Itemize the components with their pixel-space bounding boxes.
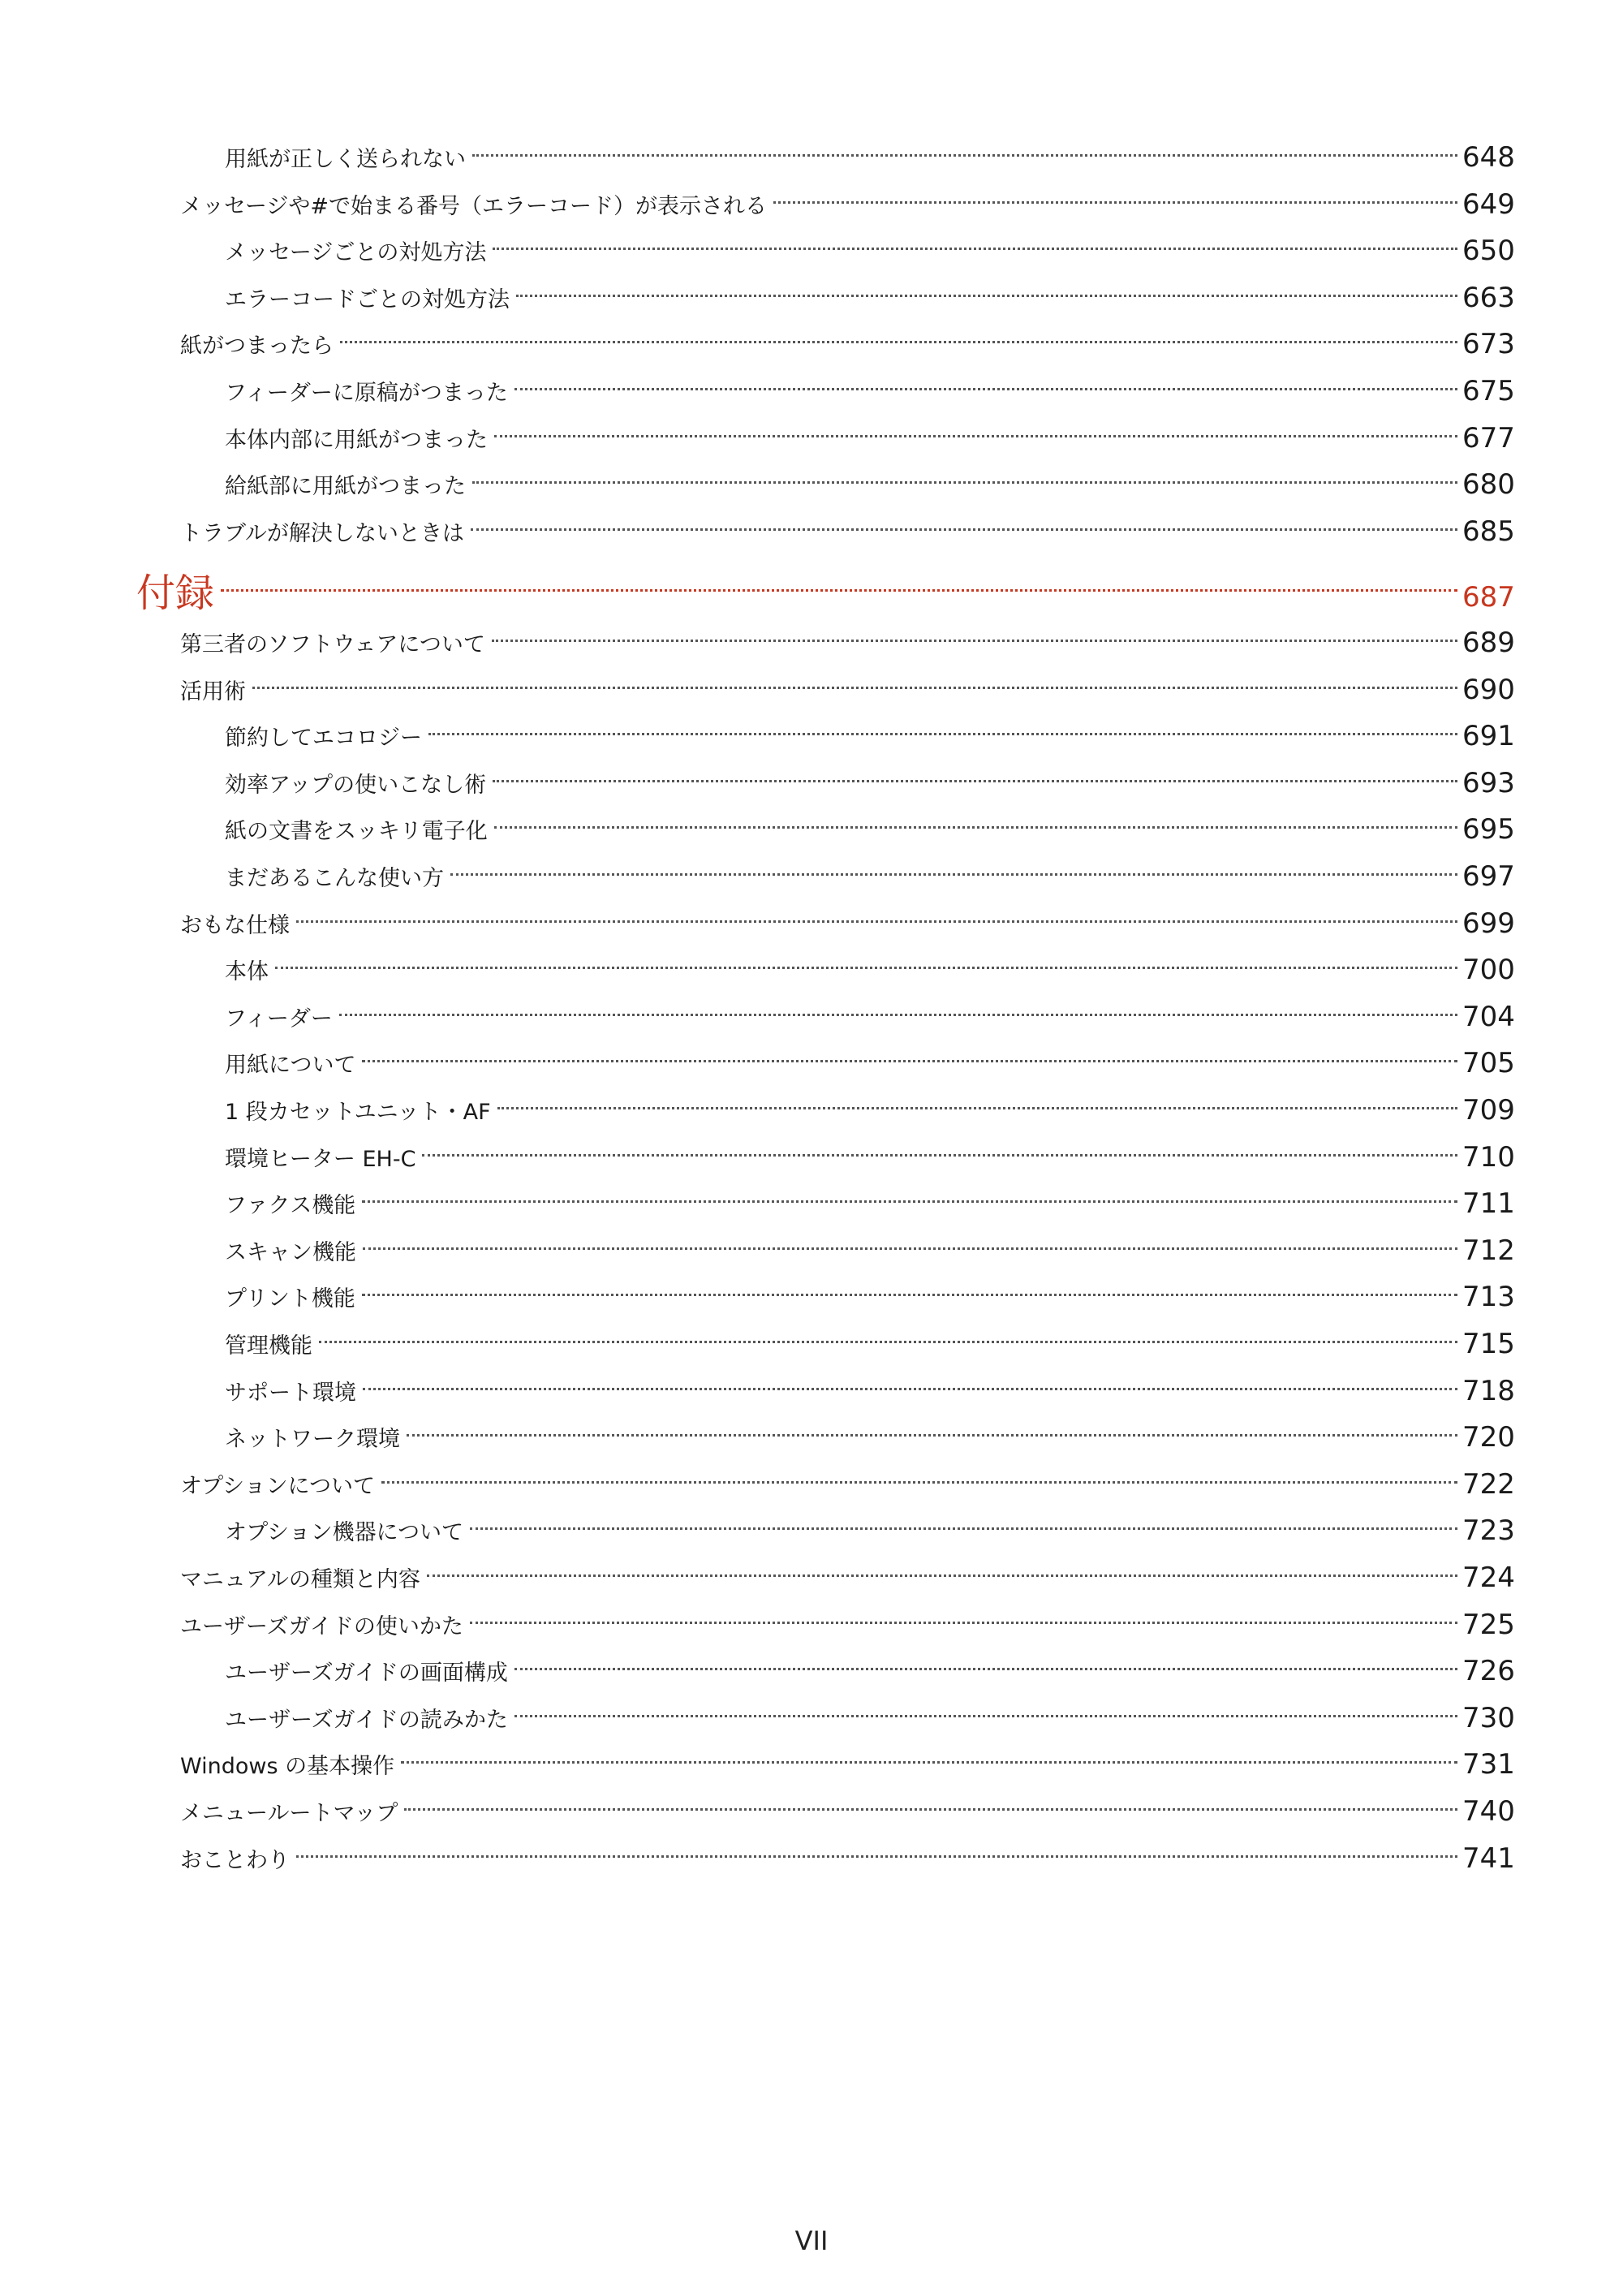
toc-entry-page: 680 bbox=[1462, 468, 1515, 502]
dot-leader bbox=[275, 938, 1457, 979]
toc-entry[interactable] bbox=[225, 1079, 1515, 1126]
toc-entry-page: 687 bbox=[1462, 581, 1515, 614]
toc-entry[interactable] bbox=[180, 1827, 1515, 1875]
toc-entry[interactable] bbox=[225, 704, 1515, 753]
toc-entry-page: 712 bbox=[1462, 1234, 1515, 1267]
dot-leader bbox=[450, 845, 1457, 885]
toc-entry[interactable] bbox=[180, 1733, 1515, 1781]
toc-entry-page: 715 bbox=[1462, 1328, 1515, 1360]
toc-entry-page: 722 bbox=[1462, 1467, 1515, 1501]
toc-entry-title: オプション機器について bbox=[225, 1520, 464, 1546]
toc-entry[interactable] bbox=[180, 1593, 1515, 1641]
toc-entry-title: スキャン機能 bbox=[225, 1239, 356, 1265]
toc-entry[interactable] bbox=[180, 312, 1515, 361]
toc-entry[interactable] bbox=[180, 1546, 1515, 1594]
toc-entry-title: サポート環境 bbox=[225, 1380, 356, 1406]
toc-entry-page: 718 bbox=[1462, 1374, 1515, 1407]
toc-entry-title: 本体 bbox=[225, 959, 269, 985]
dot-leader bbox=[340, 312, 1457, 353]
dot-leader bbox=[470, 1499, 1457, 1540]
dot-leader bbox=[514, 1639, 1457, 1680]
toc-entry-title: ファクス機能 bbox=[225, 1193, 356, 1219]
dot-leader bbox=[362, 1032, 1457, 1072]
toc-entry-page: 677 bbox=[1462, 421, 1515, 454]
toc-entry-page: 648 bbox=[1462, 141, 1515, 174]
toc-entry-title: エラーコードごとの対処方法 bbox=[225, 286, 510, 312]
toc-entry[interactable] bbox=[225, 1172, 1515, 1221]
dot-leader bbox=[296, 1827, 1457, 1867]
toc-entry-title: ユーザーズガイドの画面構成 bbox=[225, 1661, 508, 1686]
toc-entry[interactable] bbox=[180, 892, 1515, 940]
toc-entry-page: 689 bbox=[1462, 627, 1515, 659]
toc-entry-page: 731 bbox=[1462, 1748, 1515, 1781]
toc-entry[interactable] bbox=[225, 453, 1515, 502]
toc-entry-page: 726 bbox=[1462, 1655, 1515, 1688]
toc-entry[interactable] bbox=[225, 1406, 1515, 1454]
toc-entry[interactable] bbox=[225, 845, 1515, 893]
toc-entry-page: 699 bbox=[1462, 907, 1515, 940]
dot-leader bbox=[363, 1219, 1457, 1260]
dot-leader bbox=[339, 985, 1457, 1026]
toc-entry-page: 675 bbox=[1462, 375, 1515, 407]
toc-entry-page: 725 bbox=[1462, 1608, 1515, 1641]
toc-entry-page: 740 bbox=[1462, 1795, 1515, 1828]
toc-entry-title: おことわり bbox=[180, 1847, 290, 1873]
toc-entry-page: 693 bbox=[1462, 766, 1515, 799]
dot-leader bbox=[221, 549, 1457, 606]
dot-leader bbox=[401, 1733, 1457, 1773]
toc-entry-page: 705 bbox=[1462, 1047, 1515, 1080]
dot-leader bbox=[494, 798, 1457, 838]
toc-entry-title: マニュアルの種類と内容 bbox=[180, 1567, 420, 1592]
toc-entry-page: 695 bbox=[1462, 813, 1515, 846]
toc-entry[interactable] bbox=[225, 126, 1515, 174]
toc-entry-page: 691 bbox=[1462, 720, 1515, 753]
toc-entry[interactable] bbox=[225, 219, 1515, 268]
toc-entry-title: 用紙が正しく送られない bbox=[225, 147, 466, 172]
toc-entry[interactable] bbox=[225, 1126, 1515, 1174]
toc-entry-title: 節約してエコロジー bbox=[225, 726, 422, 752]
toc-entry-page: 724 bbox=[1462, 1562, 1515, 1594]
toc-entry-page: 690 bbox=[1462, 673, 1515, 706]
toc-entry-page: 730 bbox=[1462, 1701, 1515, 1734]
toc-entry[interactable] bbox=[225, 798, 1515, 846]
dot-leader bbox=[470, 1593, 1457, 1634]
toc-entry-page: 697 bbox=[1462, 860, 1515, 893]
toc-entry-title: 管理機能 bbox=[225, 1333, 312, 1359]
dot-leader bbox=[516, 266, 1457, 307]
toc-entry-title: 第三者のソフトウェアについて bbox=[180, 632, 485, 657]
toc-entry-page: 713 bbox=[1462, 1281, 1515, 1314]
toc-entry-page: 720 bbox=[1462, 1421, 1515, 1454]
toc-entry-title: メニュールートマップ bbox=[180, 1801, 398, 1826]
toc-entry-title: ユーザーズガイドの使いかた bbox=[180, 1613, 463, 1639]
dot-leader bbox=[492, 611, 1457, 652]
dot-leader bbox=[296, 892, 1457, 933]
toc-entry-title: Windows の基本操作 bbox=[180, 1754, 395, 1780]
toc-entry-title: オプションについて bbox=[180, 1473, 376, 1499]
toc-entry-title: トラブルが解決しないときは bbox=[180, 520, 464, 546]
toc-entry-title: 紙の文書をスッキリ電子化 bbox=[225, 819, 488, 845]
toc-entry[interactable] bbox=[225, 1639, 1515, 1688]
dot-leader bbox=[493, 219, 1457, 260]
dot-leader bbox=[493, 752, 1457, 792]
toc-entry[interactable] bbox=[225, 360, 1515, 407]
toc-entry[interactable] bbox=[225, 266, 1515, 314]
toc-entry-title: 付録 bbox=[136, 571, 215, 617]
toc-entry[interactable] bbox=[225, 1686, 1515, 1734]
dot-leader bbox=[422, 1126, 1457, 1166]
toc-entry-title: メッセージや#で始まる番号（エラーコード）が表示される bbox=[180, 193, 768, 219]
toc-entry-title: まだあるこんな使い方 bbox=[225, 866, 444, 891]
toc-entry-title: 環境ヒーター EH-C bbox=[225, 1146, 416, 1172]
toc-entry-title: メッセージごとの対処方法 bbox=[225, 240, 487, 266]
toc-entry-title: 活用術 bbox=[180, 678, 246, 704]
toc-entry[interactable] bbox=[180, 1453, 1515, 1501]
dot-leader bbox=[319, 1312, 1457, 1353]
dot-leader bbox=[497, 1079, 1457, 1119]
toc-entry-title: 給紙部に用紙がつまった bbox=[225, 474, 466, 500]
toc-entry-title: 1 段カセットユニット・AF bbox=[225, 1100, 491, 1125]
dot-leader bbox=[471, 500, 1457, 541]
toc-entry[interactable] bbox=[225, 1032, 1515, 1080]
toc-entry-page: 711 bbox=[1462, 1187, 1515, 1221]
toc-entry-title: 用紙について bbox=[225, 1053, 356, 1079]
toc-chapter-heading[interactable] bbox=[136, 549, 1515, 617]
toc-entry-title: フィーダー bbox=[225, 1006, 333, 1032]
toc-entry[interactable] bbox=[225, 1499, 1515, 1548]
dot-leader bbox=[514, 1686, 1457, 1727]
dot-leader bbox=[381, 1453, 1457, 1493]
page-number: VII bbox=[794, 2225, 829, 2256]
dot-leader bbox=[514, 360, 1457, 400]
toc-entry[interactable] bbox=[225, 985, 1515, 1033]
dot-leader bbox=[773, 173, 1457, 213]
dot-leader bbox=[363, 1359, 1457, 1400]
toc-entry[interactable] bbox=[225, 752, 1515, 799]
dot-leader bbox=[362, 1172, 1457, 1213]
dot-leader bbox=[472, 126, 1457, 166]
toc-entry[interactable] bbox=[225, 938, 1515, 987]
toc-entry[interactable] bbox=[225, 1312, 1515, 1360]
toc-entry-page: 704 bbox=[1462, 1000, 1515, 1033]
toc-entry-title: ネットワーク環境 bbox=[225, 1427, 400, 1453]
toc-entry-page: 700 bbox=[1462, 954, 1515, 987]
dot-leader bbox=[428, 704, 1457, 745]
toc-entry-title: 紙がつまったら bbox=[180, 334, 334, 360]
toc-entry-page: 685 bbox=[1462, 515, 1515, 548]
toc-entry-title: 本体内部に用紙がつまった bbox=[225, 427, 488, 453]
toc-entry-page: 673 bbox=[1462, 328, 1515, 361]
toc-entry[interactable] bbox=[180, 1780, 1515, 1828]
dot-leader bbox=[472, 453, 1457, 493]
toc-entry[interactable] bbox=[180, 500, 1515, 548]
dot-leader bbox=[252, 658, 1457, 699]
toc-entry-page: 741 bbox=[1462, 1842, 1515, 1875]
toc-entry[interactable] bbox=[180, 173, 1515, 221]
toc-entry-page: 649 bbox=[1462, 187, 1515, 221]
toc-entry[interactable] bbox=[180, 658, 1515, 706]
toc-entry[interactable] bbox=[225, 1359, 1515, 1407]
toc-entry-page: 710 bbox=[1462, 1140, 1515, 1174]
toc-entry-title: 効率アップの使いこなし術 bbox=[225, 772, 487, 798]
toc-entry-title: おもな仕様 bbox=[180, 912, 290, 938]
toc-entry-title: ユーザーズガイドの読みかた bbox=[225, 1707, 508, 1733]
toc-entry[interactable] bbox=[225, 1219, 1515, 1267]
toc-entry-page: 723 bbox=[1462, 1514, 1515, 1548]
toc-entry-page: 709 bbox=[1462, 1094, 1515, 1126]
dot-leader bbox=[494, 407, 1457, 447]
dot-leader bbox=[404, 1780, 1457, 1820]
dot-leader bbox=[407, 1406, 1457, 1446]
toc-entry-page: 650 bbox=[1462, 235, 1515, 268]
toc-entry[interactable] bbox=[225, 407, 1515, 454]
dot-leader bbox=[427, 1546, 1457, 1587]
toc-entry-page: 663 bbox=[1462, 281, 1515, 314]
dot-leader bbox=[362, 1265, 1457, 1306]
toc-entry-title: プリント機能 bbox=[225, 1286, 355, 1312]
toc-entry[interactable] bbox=[225, 1265, 1515, 1314]
toc-entry-title: フィーダーに原稿がつまった bbox=[225, 381, 508, 406]
toc-entry[interactable] bbox=[180, 611, 1515, 659]
